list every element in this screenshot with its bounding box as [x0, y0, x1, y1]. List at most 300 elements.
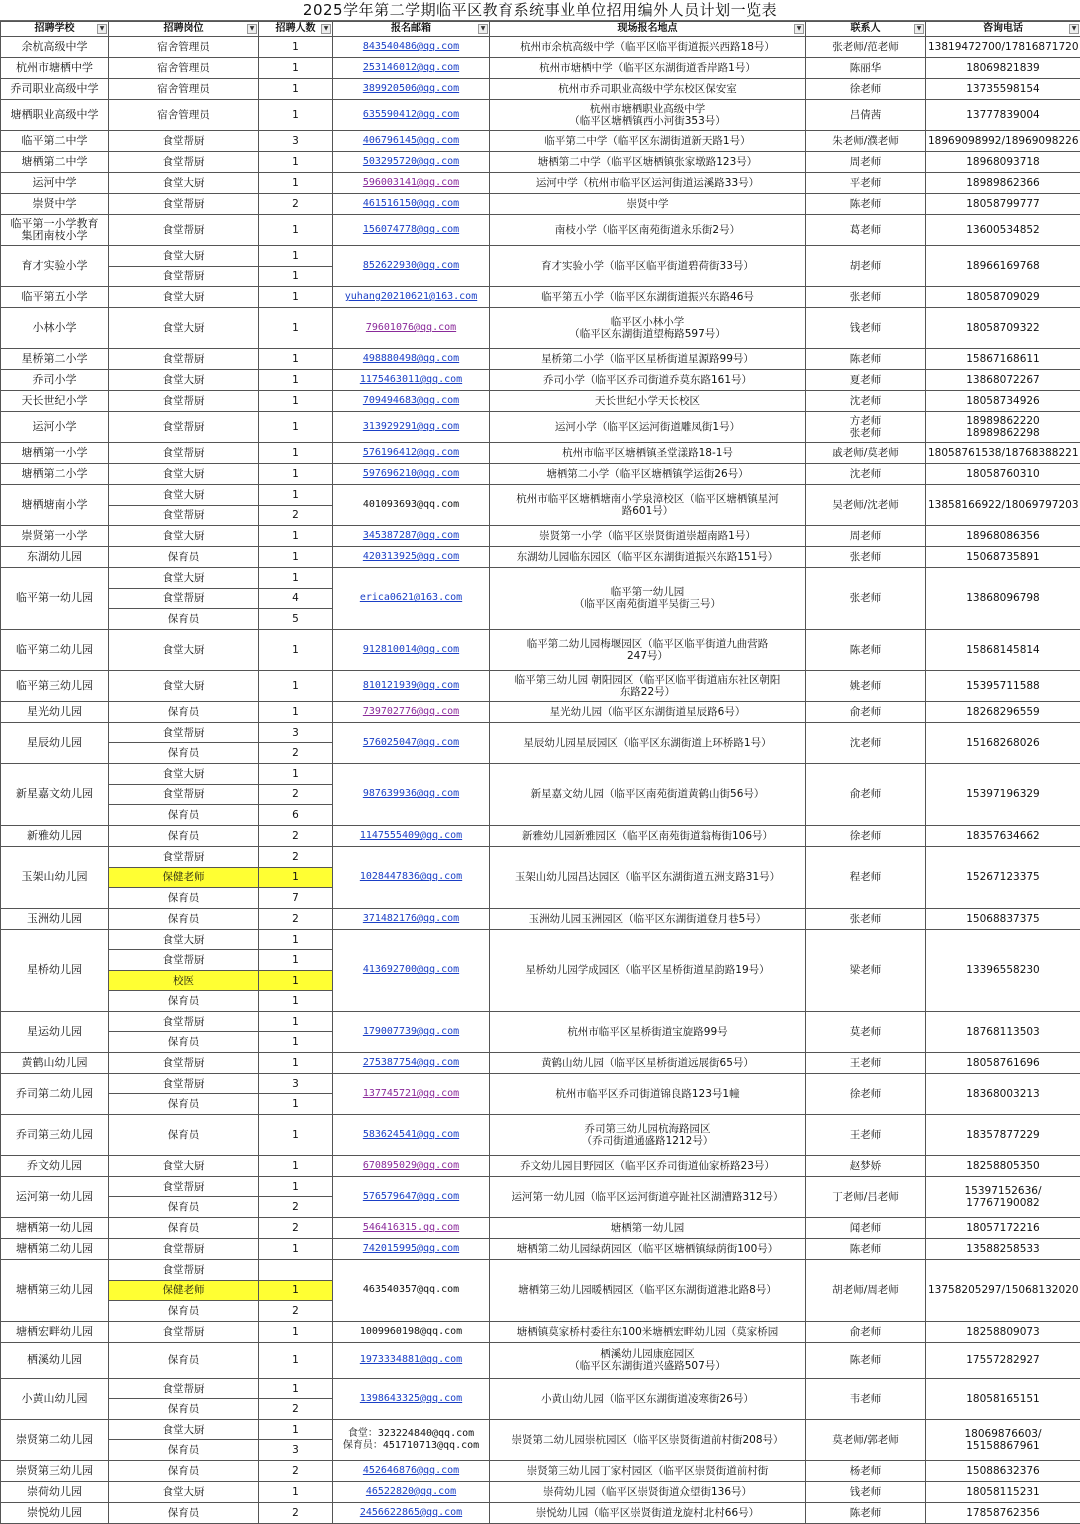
- address-cell: 塘栖第二幼儿园绿荫园区（临平区塘栖镇绿荫街100号）: [490, 1238, 806, 1259]
- email-link[interactable]: 275387754@qq.com: [333, 1052, 490, 1073]
- phone-cell: 15397196329: [926, 763, 1080, 825]
- dropdown-arrow-icon[interactable]: ▼: [478, 24, 488, 34]
- school-cell: 玉架山幼儿园: [1, 846, 109, 908]
- email-link[interactable]: 401093693@qq.com: [333, 485, 490, 526]
- address-cell: 星光幼儿园（临平区东湖街道星辰路6号）: [490, 701, 806, 722]
- contact-cell: 沈老师: [806, 464, 926, 485]
- position-cell: 食堂帮厨: [109, 1259, 259, 1280]
- school-cell: 塘栖职业高级中学: [1, 100, 109, 131]
- table-body: [1, 37, 1080, 1524]
- phone-cell: 13858166922/18069797203: [926, 485, 1080, 526]
- table-row: [1, 246, 1080, 267]
- phone-cell: 13600534852: [926, 215, 1080, 246]
- header-contact[interactable]: 联系人 ▼: [806, 22, 926, 37]
- school-cell: 崇贤第三幼儿园: [1, 1460, 109, 1481]
- position-cell: 食堂帮厨: [109, 1378, 259, 1399]
- phone-cell: 18058760310: [926, 464, 1080, 485]
- count-cell: 1: [259, 412, 333, 443]
- address-cell: 新星嘉文幼儿园（临平区南苑街道黄鹤山街56号）: [490, 763, 806, 825]
- table-row: [1, 37, 1080, 58]
- count-cell: 1: [259, 246, 333, 267]
- position-cell: 保育员: [109, 1217, 259, 1238]
- count-cell: 1: [259, 1052, 333, 1073]
- position-cell: 保育员: [109, 1440, 259, 1461]
- position-cell: 食堂大厨: [109, 1481, 259, 1502]
- table-row: [1, 1419, 1080, 1440]
- email-link[interactable]: 576579647@qq.com: [333, 1176, 490, 1217]
- phone-cell: 15395711588: [926, 670, 1080, 701]
- position-cell: 保育员: [109, 701, 259, 722]
- count-cell: 1: [259, 349, 333, 370]
- table-row: [1, 131, 1080, 152]
- email-link[interactable]: 635590412@qq.com: [333, 100, 490, 131]
- contact-cell: 张老师: [806, 547, 926, 568]
- header-phone[interactable]: 咨询电话 ▼: [926, 22, 1080, 37]
- email-link[interactable]: 596003141@qq.com: [333, 173, 490, 194]
- school-cell: 星运幼儿园: [1, 1011, 109, 1052]
- phone-cell: 18268296559: [926, 701, 1080, 722]
- table-row: [1, 1238, 1080, 1259]
- dropdown-arrow-icon[interactable]: ▼: [97, 24, 107, 34]
- phone-cell: 15397152636/ 17767190082: [926, 1176, 1080, 1217]
- position-cell: 保育员: [109, 805, 259, 826]
- count-cell: 1: [259, 266, 333, 287]
- email-link[interactable]: 709494683@qq.com: [333, 391, 490, 412]
- count-cell: 1: [259, 215, 333, 246]
- address-cell: 乔司小学（临平区乔司街道乔莫东路161号）: [490, 370, 806, 391]
- count-cell: 3: [259, 131, 333, 152]
- school-cell: 临平第一小学教育 集团南枝小学: [1, 215, 109, 246]
- email-link[interactable]: 1147555409@qq.com: [333, 825, 490, 846]
- email-link[interactable]: 503295720@qq.com: [333, 152, 490, 173]
- count-cell: 1: [259, 1114, 333, 1155]
- school-cell: 塘栖第二幼儿园: [1, 1238, 109, 1259]
- school-cell: 乔司第二幼儿园: [1, 1073, 109, 1114]
- position-cell: 保健老师: [109, 1280, 259, 1301]
- count-cell: 1: [259, 1378, 333, 1399]
- count-cell: 1: [259, 173, 333, 194]
- address-cell: 星桥第二小学（临平区星桥街道星源路99号）: [490, 349, 806, 370]
- email-link[interactable]: 576025047@qq.com: [333, 722, 490, 763]
- address-cell: 临平第二幼儿园梅堰园区（临平区临平街道九曲营路 247号）: [490, 629, 806, 670]
- position-cell: 保育员: [109, 547, 259, 568]
- position-cell: 食堂帮厨: [109, 391, 259, 412]
- school-cell: 临平第一幼儿园: [1, 568, 109, 630]
- phone-cell: 13758205297/15068132020: [926, 1259, 1080, 1321]
- count-cell: 2: [259, 825, 333, 846]
- table-row: [1, 152, 1080, 173]
- contact-cell: 吴老师/沈老师: [806, 485, 926, 526]
- contact-cell: 俞老师: [806, 763, 926, 825]
- position-cell: 食堂帮厨: [109, 1238, 259, 1259]
- email-link[interactable]: 852622930@qq.com: [333, 246, 490, 287]
- position-cell: 食堂帮厨: [109, 412, 259, 443]
- count-cell: 1: [259, 568, 333, 589]
- email-link[interactable]: 463540357@qq.com: [333, 1259, 490, 1321]
- school-cell: 临平第二中学: [1, 131, 109, 152]
- school-cell: 塘栖第二小学: [1, 464, 109, 485]
- table-row: [1, 825, 1080, 846]
- school-cell: 乔司职业高级中学: [1, 79, 109, 100]
- school-cell: 星光幼儿园: [1, 701, 109, 722]
- count-cell: 1: [259, 37, 333, 58]
- email-link[interactable]: 2456622865@qq.com: [333, 1502, 490, 1523]
- count-cell: 1: [259, 1094, 333, 1115]
- email-link[interactable]: 46522820@qq.com: [333, 1481, 490, 1502]
- email-link[interactable]: 345387287@qq.com: [333, 526, 490, 547]
- count-cell: 1: [259, 485, 333, 506]
- count-cell: 2: [259, 505, 333, 526]
- position-cell: 保育员: [109, 1114, 259, 1155]
- phone-cell: 15068735891: [926, 547, 1080, 568]
- address-cell: 塘栖第二小学（临平区塘栖镇学运街26号）: [490, 464, 806, 485]
- email-link[interactable]: 137745721@qq.com: [333, 1073, 490, 1114]
- contact-cell: 赵梦娇: [806, 1155, 926, 1176]
- count-cell: 1: [259, 970, 333, 991]
- position-cell: 食堂大厨: [109, 246, 259, 267]
- header-email[interactable]: 报名邮箱 ▼: [333, 22, 490, 37]
- address-cell: 临平第三幼儿园 朝阳园区（临平区临平街道庙东社区朝阳 东路22号）: [490, 670, 806, 701]
- header-school[interactable]: 招聘学校 ▼: [1, 22, 109, 37]
- table-row: [1, 464, 1080, 485]
- position-cell: 保育员: [109, 1502, 259, 1523]
- position-cell: 食堂大厨: [109, 308, 259, 349]
- position-cell: 食堂大厨: [109, 1419, 259, 1440]
- position-cell: 食堂大厨: [109, 287, 259, 308]
- table-row: [1, 568, 1080, 589]
- position-cell: 食堂帮厨: [109, 131, 259, 152]
- dropdown-arrow-icon[interactable]: ▼: [914, 24, 924, 34]
- phone-cell: 18768113503: [926, 1011, 1080, 1052]
- contact-cell: 朱老师/濮老师: [806, 131, 926, 152]
- phone-cell: 18058734926: [926, 391, 1080, 412]
- position-cell: 宿舍管理员: [109, 79, 259, 100]
- phone-cell: 18069821839: [926, 58, 1080, 79]
- count-cell: 1: [259, 991, 333, 1012]
- position-cell: 食堂帮厨: [109, 194, 259, 215]
- table-row: [1, 1502, 1080, 1523]
- count-cell: 1: [259, 58, 333, 79]
- school-cell: 运河中学: [1, 173, 109, 194]
- table-row: [1, 1114, 1080, 1155]
- phone-cell: 18058709322: [926, 308, 1080, 349]
- school-cell: 塘栖第二中学: [1, 152, 109, 173]
- table-row: [1, 58, 1080, 79]
- email-link[interactable]: 670895029@qq.com: [333, 1155, 490, 1176]
- position-cell: 食堂大厨: [109, 929, 259, 950]
- address-cell: 天长世纪小学天长校区: [490, 391, 806, 412]
- phone-cell: 18058799777: [926, 194, 1080, 215]
- contact-cell: 俞老师: [806, 1321, 926, 1342]
- contact-cell: 徐老师: [806, 1073, 926, 1114]
- contact-cell: 葛老师: [806, 215, 926, 246]
- dropdown-arrow-icon[interactable]: ▼: [247, 24, 257, 34]
- position-cell: 食堂帮厨: [109, 784, 259, 805]
- table-row: [1, 370, 1080, 391]
- count-cell: 1: [259, 950, 333, 971]
- count-cell: 1: [259, 287, 333, 308]
- phone-cell: 18058115231: [926, 1481, 1080, 1502]
- count-cell: 1: [259, 100, 333, 131]
- school-cell: 杭州市塘栖中学: [1, 58, 109, 79]
- email-link[interactable]: 371482176@qq.com: [333, 908, 490, 929]
- position-cell: 食堂大厨: [109, 670, 259, 701]
- phone-cell: 18069876603/ 15158867961: [926, 1419, 1080, 1460]
- count-cell: 1: [259, 370, 333, 391]
- table-row: [1, 763, 1080, 784]
- position-cell: 食堂帮厨: [109, 950, 259, 971]
- school-cell: 星桥幼儿园: [1, 929, 109, 1011]
- email-link[interactable]: 576196412@qq.com: [333, 443, 490, 464]
- table-row: [1, 547, 1080, 568]
- address-cell: 杭州市临平区乔司街道锦良路123号1幢: [490, 1073, 806, 1114]
- position-cell: 食堂帮厨: [109, 1321, 259, 1342]
- email-link[interactable]: 1398643325@qq.com: [333, 1378, 490, 1419]
- count-cell: 3: [259, 1440, 333, 1461]
- table-row: [1, 908, 1080, 929]
- table-row: [1, 287, 1080, 308]
- address-cell: 杭州市临平区塘栖镇圣堂漾路18-1号: [490, 443, 806, 464]
- count-cell: 3: [259, 1073, 333, 1094]
- email-link[interactable]: 156074778@qq.com: [333, 215, 490, 246]
- contact-cell: 闻老师: [806, 1217, 926, 1238]
- school-cell: 乔司第三幼儿园: [1, 1114, 109, 1155]
- count-cell: 1: [259, 670, 333, 701]
- school-cell: 崇贤中学: [1, 194, 109, 215]
- phone-cell: 18989862366: [926, 173, 1080, 194]
- email-link[interactable]: yuhang20210621@163.com: [333, 287, 490, 308]
- dropdown-arrow-icon[interactable]: ▼: [321, 24, 331, 34]
- phone-cell: 18357634662: [926, 825, 1080, 846]
- contact-cell: 张老师: [806, 568, 926, 630]
- position-cell: 食堂帮厨: [109, 588, 259, 609]
- position-cell: 食堂大厨: [109, 464, 259, 485]
- email-link[interactable]: 546416315.qq.com: [333, 1217, 490, 1238]
- contact-cell: 陈老师: [806, 1502, 926, 1523]
- address-cell: 运河中学（杭州市临平区运河街道运溪路33号）: [490, 173, 806, 194]
- position-cell: 食堂帮厨: [109, 266, 259, 287]
- table-row: [1, 349, 1080, 370]
- email-link[interactable]: 253146012@qq.com: [333, 58, 490, 79]
- email-link[interactable]: 179007739@qq.com: [333, 1011, 490, 1052]
- email-link[interactable]: 420313925@qq.com: [333, 547, 490, 568]
- phone-cell: 18058709029: [926, 287, 1080, 308]
- phone-cell: 13868096798: [926, 568, 1080, 630]
- count-cell: 2: [259, 1197, 333, 1218]
- email-link[interactable]: 452646876@qq.com: [333, 1460, 490, 1481]
- email-link[interactable]: 597696210@qq.com: [333, 464, 490, 485]
- position-cell: 校医: [109, 970, 259, 991]
- position-cell: 食堂大厨: [109, 485, 259, 506]
- email-link[interactable]: 583624541@qq.com: [333, 1114, 490, 1155]
- email-link[interactable]: 461516150@qq.com: [333, 194, 490, 215]
- position-cell: 食堂帮厨: [109, 846, 259, 867]
- school-cell: 运河小学: [1, 412, 109, 443]
- address-cell: 塘栖镇莫家桥村委往东100米塘栖宏畔幼儿园（莫家桥园: [490, 1321, 806, 1342]
- address-cell: 塘栖第二中学（临平区塘栖镇张家墩路123号）: [490, 152, 806, 173]
- email-link[interactable]: 1175463011@qq.com: [333, 370, 490, 391]
- table-row: [1, 929, 1080, 950]
- email-link[interactable]: 79601076@qq.com: [333, 308, 490, 349]
- table-row: [1, 1378, 1080, 1399]
- phone-cell: 13868072267: [926, 370, 1080, 391]
- school-cell: 星辰幼儿园: [1, 722, 109, 763]
- email-link[interactable]: 843540486@qq.com: [333, 37, 490, 58]
- school-cell: 乔司小学: [1, 370, 109, 391]
- count-cell: 6: [259, 805, 333, 826]
- recruitment-table: [0, 21, 1080, 1524]
- address-cell: 星桥幼儿园学成园区（临平区星桥街道星韵路19号）: [490, 929, 806, 1011]
- email-link[interactable]: 912810014@qq.com: [333, 629, 490, 670]
- school-cell: 塘栖宏畔幼儿园: [1, 1321, 109, 1342]
- contact-cell: 徐老师: [806, 79, 926, 100]
- position-cell: 食堂帮厨: [109, 1011, 259, 1032]
- address-cell: 杭州市余杭高级中学（临平区临平街道振兴西路18号）: [490, 37, 806, 58]
- email-link[interactable]: erica0621@163.com: [333, 568, 490, 630]
- position-cell: 宿舍管理员: [109, 37, 259, 58]
- address-cell: 玉架山幼儿园昌达园区（临平区东湖街道五洲支路31号）: [490, 846, 806, 908]
- table-row: [1, 1217, 1080, 1238]
- phone-cell: 18969098992/18969098226: [926, 131, 1080, 152]
- position-cell: 食堂帮厨: [109, 1176, 259, 1197]
- contact-cell: 胡老师: [806, 246, 926, 287]
- count-cell: 1: [259, 1155, 333, 1176]
- header-address[interactable]: 现场报名地点 ▼: [490, 22, 806, 37]
- count-cell: 5: [259, 609, 333, 630]
- email-link[interactable]: 1973334881@qq.com: [333, 1342, 490, 1378]
- table-row: [1, 1011, 1080, 1032]
- email-link[interactable]: 498880498@qq.com: [333, 349, 490, 370]
- address-cell: 崇贤第一小学（临平区崇贤街道崇超南路1号）: [490, 526, 806, 547]
- table-row: [1, 722, 1080, 743]
- contact-cell: 杨老师: [806, 1460, 926, 1481]
- email-link[interactable]: 389920506@qq.com: [333, 79, 490, 100]
- phone-cell: 13588258533: [926, 1238, 1080, 1259]
- school-cell: 临平第二幼儿园: [1, 629, 109, 670]
- phone-cell: 15088632376: [926, 1460, 1080, 1481]
- table-row: [1, 443, 1080, 464]
- table-row: [1, 1176, 1080, 1197]
- table-row: [1, 1073, 1080, 1094]
- email-link[interactable]: 987639936@qq.com: [333, 763, 490, 825]
- contact-cell: 梁老师: [806, 929, 926, 1011]
- email-link[interactable]: 739702776@qq.com: [333, 701, 490, 722]
- address-cell: 东湖幼儿园临东园区（临平区东湖街道振兴东路151号）: [490, 547, 806, 568]
- count-cell: 3: [259, 722, 333, 743]
- count-cell: 1: [259, 1176, 333, 1197]
- phone-cell: 18357877229: [926, 1114, 1080, 1155]
- contact-cell: 陈老师: [806, 349, 926, 370]
- count-cell: 1: [259, 1342, 333, 1378]
- school-cell: 塘栖第一幼儿园: [1, 1217, 109, 1238]
- position-cell: 保育员: [109, 1032, 259, 1053]
- contact-cell: 周老师: [806, 526, 926, 547]
- header-count[interactable]: 招聘人数 ▼: [259, 22, 333, 37]
- contact-cell: 王老师: [806, 1114, 926, 1155]
- count-cell: 1: [259, 763, 333, 784]
- school-cell: 小黄山幼儿园: [1, 1378, 109, 1419]
- phone-cell: 18058165151: [926, 1378, 1080, 1419]
- address-cell: 星辰幼儿园星辰园区（临平区东湖街道上环桥路1号）: [490, 722, 806, 763]
- position-cell: 食堂大厨: [109, 629, 259, 670]
- address-cell: 杭州市乔司职业高级中学东校区保安室: [490, 79, 806, 100]
- contact-cell: 吕倩茜: [806, 100, 926, 131]
- email-link[interactable]: 810121939@qq.com: [333, 670, 490, 701]
- school-cell: 新雅幼儿园: [1, 825, 109, 846]
- phone-cell: 13819472700/17816871720: [926, 37, 1080, 58]
- table-row: [1, 391, 1080, 412]
- address-cell: 杭州市塘栖中学（临平区东湖街道香岸路1号）: [490, 58, 806, 79]
- contact-cell: 姚老师: [806, 670, 926, 701]
- count-cell: 1: [259, 629, 333, 670]
- position-cell: 食堂帮厨: [109, 443, 259, 464]
- count-cell: 4: [259, 588, 333, 609]
- address-cell: 崇贤中学: [490, 194, 806, 215]
- position-cell: 保育员: [109, 825, 259, 846]
- header-position[interactable]: 招聘岗位 ▼: [109, 22, 259, 37]
- table-row: [1, 629, 1080, 670]
- table-row: [1, 1259, 1080, 1280]
- school-cell: 塘栖第三幼儿园: [1, 1259, 109, 1321]
- contact-cell: 钱老师: [806, 1481, 926, 1502]
- address-cell: 栖溪幼儿园康庭园区 （临平区东湖街道兴盛路507号）: [490, 1342, 806, 1378]
- phone-cell: 15867168611: [926, 349, 1080, 370]
- position-cell: 食堂大厨: [109, 526, 259, 547]
- dropdown-arrow-icon[interactable]: ▼: [1069, 24, 1079, 34]
- contact-cell: 沈老师: [806, 391, 926, 412]
- position-cell: 保育员: [109, 1399, 259, 1420]
- position-cell: 保育员: [109, 991, 259, 1012]
- count-cell: 2: [259, 1301, 333, 1322]
- table-row: [1, 846, 1080, 867]
- table-row: [1, 215, 1080, 246]
- table-row: [1, 308, 1080, 349]
- address-cell: 南枝小学（临平区南苑街道永乐街2号）: [490, 215, 806, 246]
- address-cell: 塘栖第一幼儿园: [490, 1217, 806, 1238]
- email-link[interactable]: 742015995@qq.com: [333, 1238, 490, 1259]
- contact-cell: 陈老师: [806, 1342, 926, 1378]
- phone-cell: 15267123375: [926, 846, 1080, 908]
- position-cell: 保育员: [109, 1301, 259, 1322]
- email-link[interactable]: 1028447836@qq.com: [333, 846, 490, 908]
- address-cell: 临平第一幼儿园 （临平区南苑街道平吴街三号）: [490, 568, 806, 630]
- email-link[interactable]: 313929291@qq.com: [333, 412, 490, 443]
- table-row: [1, 1342, 1080, 1378]
- email-link[interactable]: 食堂：323224840@qq.com 保育员：451710713@qq.com: [333, 1419, 490, 1460]
- position-cell: 食堂帮厨: [109, 722, 259, 743]
- count-cell: 1: [259, 152, 333, 173]
- email-link[interactable]: 413692700@qq.com: [333, 929, 490, 1011]
- contact-cell: 沈老师: [806, 722, 926, 763]
- address-cell: 运河第一幼儿园（临平区运河街道亭趾社区湖漕路312号）: [490, 1176, 806, 1217]
- dropdown-arrow-icon[interactable]: ▼: [794, 24, 804, 34]
- count-cell: 1: [259, 1321, 333, 1342]
- phone-cell: 17557282927: [926, 1342, 1080, 1378]
- phone-cell: 13396558230: [926, 929, 1080, 1011]
- count-cell: 1: [259, 1011, 333, 1032]
- address-cell: 崇荷幼儿园（临平区崇贤街道众望街136号）: [490, 1481, 806, 1502]
- position-cell: 食堂大厨: [109, 370, 259, 391]
- email-link[interactable]: 1009960198@qq.com: [333, 1321, 490, 1342]
- school-cell: 崇荷幼儿园: [1, 1481, 109, 1502]
- email-link[interactable]: 406796145@qq.com: [333, 131, 490, 152]
- position-cell: 保育员: [109, 1342, 259, 1378]
- position-cell: 食堂大厨: [109, 568, 259, 589]
- contact-cell: 莫老师: [806, 1011, 926, 1052]
- position-cell: 食堂大厨: [109, 173, 259, 194]
- position-cell: 保育员: [109, 1094, 259, 1115]
- contact-cell: 夏老师: [806, 370, 926, 391]
